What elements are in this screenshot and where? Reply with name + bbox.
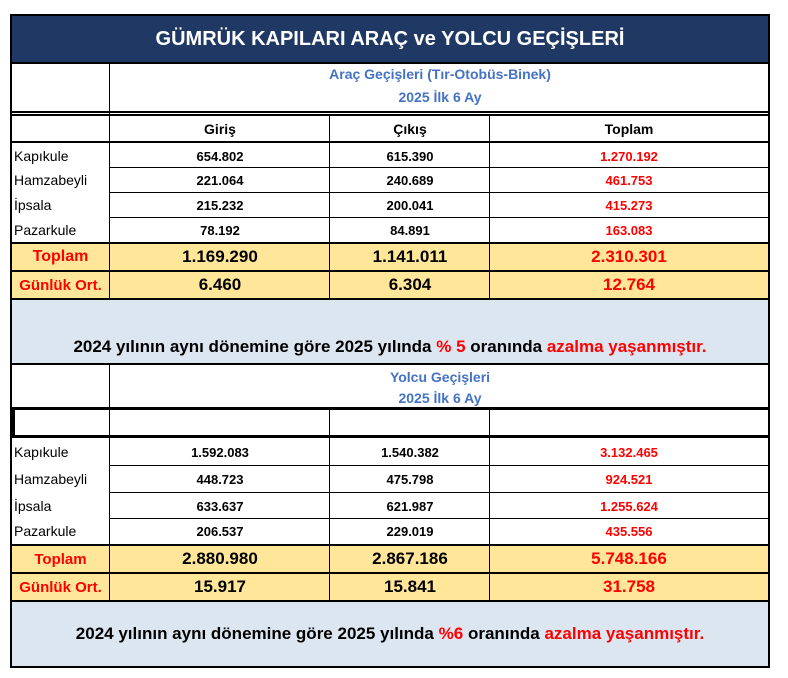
grid-line (110, 492, 768, 493)
grid-line (489, 114, 490, 298)
passenger-total-in: 2.880.980 (182, 549, 258, 568)
passenger-row-name: Pazarkule (14, 523, 77, 539)
passenger-row-out: 621.987 (386, 498, 434, 514)
vehicle-col-out: Çıkış (393, 121, 427, 137)
passenger-row-in: 633.637 (196, 498, 244, 514)
passenger-avg-out: 15.841 (384, 577, 436, 596)
passenger-row-total: 435.556 (605, 523, 653, 539)
note-change: azalma yaşanmıştır. (546, 337, 707, 356)
vehicle-row-out: 84.891 (390, 222, 430, 238)
grid-line (12, 62, 768, 64)
vehicle-row-in: 215.232 (196, 197, 244, 213)
vehicle-row-name: Pazarkule (14, 222, 77, 238)
grid-line (110, 192, 768, 193)
passenger-total-total: 5.748.166 (591, 549, 667, 568)
grid-line (12, 407, 768, 410)
vehicle-total-out: 1.141.011 (372, 247, 448, 266)
grid-line (110, 167, 768, 168)
passenger-row-out: 475.798 (386, 471, 434, 487)
grid-line (12, 298, 768, 300)
grid-line (12, 600, 768, 602)
passenger-header-title: Yolcu Geçişleri (389, 369, 491, 385)
passenger-header-period: 2025 İlk 6 Ay (398, 390, 482, 406)
vehicle-row-total: 461.753 (605, 172, 653, 188)
grid-line (329, 410, 330, 600)
vehicle-avg-label: Günlük Ort. (19, 276, 102, 294)
passenger-row-out: 1.540.382 (381, 444, 439, 460)
passenger-row-total: 1.255.624 (600, 498, 658, 514)
grid-line (12, 435, 768, 438)
passenger-total-out: 2.867.186 (372, 549, 448, 568)
grid-line (489, 410, 490, 600)
passenger-row-name: İpsala (14, 498, 52, 514)
passenger-row-total: 3.132.465 (600, 444, 658, 460)
grid-line (12, 141, 768, 143)
vehicle-row-out: 240.689 (386, 172, 434, 188)
note-text: oranında (470, 337, 543, 356)
passenger-row-name: Hamzabeyli (14, 471, 88, 487)
passenger-row-in: 206.537 (196, 523, 244, 539)
passenger-row-in: 1.592.083 (191, 444, 249, 460)
passenger-change-note (12, 602, 768, 666)
grid-line (110, 465, 768, 466)
vehicle-header-period: 2025 İlk 6 Ay (398, 89, 482, 105)
note-text: 2024 yılının aynı dönemine göre 2025 yılında (73, 337, 432, 356)
vehicle-col-in: Giriş (204, 121, 236, 137)
grid-line (110, 518, 768, 519)
vehicle-row-total: 415.273 (605, 197, 653, 213)
grid-line (12, 572, 768, 574)
page-title: GÜMRÜK KAPILARI ARAÇ ve YOLCU GEÇİŞLERİ (12, 16, 768, 62)
vehicle-total-in: 1.169.290 (182, 247, 258, 266)
vehicle-total-total: 2.310.301 (591, 247, 667, 266)
passenger-row-out: 229.019 (386, 523, 434, 539)
vehicle-row-in: 78.192 (200, 222, 240, 238)
grid-line (12, 363, 768, 365)
note-text: oranında (467, 624, 540, 643)
vehicle-row-in: 654.802 (196, 148, 244, 164)
vehicle-row-in: 221.064 (196, 172, 244, 188)
vehicle-row-out: 615.390 (386, 148, 434, 164)
vehicle-total-label: Toplam (32, 248, 89, 265)
vehicle-header-title: Araç Geçişleri (Tır-Otobüs-Binek) (329, 66, 551, 82)
passenger-row-total: 924.521 (605, 471, 653, 487)
vehicle-row-out: 200.041 (386, 197, 434, 213)
grid-line (12, 407, 15, 438)
grid-line (12, 111, 768, 113)
passenger-row-name: Kapıkule (14, 444, 69, 460)
vehicle-row-total: 1.270.192 (600, 148, 658, 164)
vehicle-row-total: 163.083 (605, 222, 653, 238)
grid-line (110, 217, 768, 218)
passenger-row-in: 448.723 (196, 471, 244, 487)
note-percent: %6 (438, 624, 464, 643)
note-change: azalma yaşanmıştır. (544, 624, 705, 643)
vehicle-change-note (12, 299, 768, 363)
passenger-avg-total: 31.758 (603, 577, 655, 596)
grid-line (12, 114, 768, 116)
note-percent: % 5 (436, 337, 466, 356)
grid-line (109, 62, 110, 298)
grid-line (12, 544, 768, 546)
vehicle-avg-out: 6.304 (388, 275, 432, 294)
grid-line (12, 270, 768, 272)
passenger-avg-label: Günlük Ort. (19, 578, 102, 596)
vehicle-avg-total: 12.764 (603, 275, 655, 294)
vehicle-avg-in: 6.460 (198, 275, 242, 294)
grid-line (109, 363, 110, 600)
vehicle-row-name: Hamzabeyli (14, 172, 88, 188)
vehicle-col-total: Toplam (604, 121, 654, 137)
passenger-avg-in: 15.917 (194, 577, 246, 596)
note-text: 2024 yılının aynı dönemine göre 2025 yılında (75, 624, 434, 643)
passenger-total-label: Toplam (34, 550, 87, 568)
grid-line (329, 114, 330, 298)
vehicle-row-name: Kapıkule (14, 148, 69, 164)
grid-line (12, 242, 768, 244)
vehicle-row-name: İpsala (14, 197, 52, 213)
